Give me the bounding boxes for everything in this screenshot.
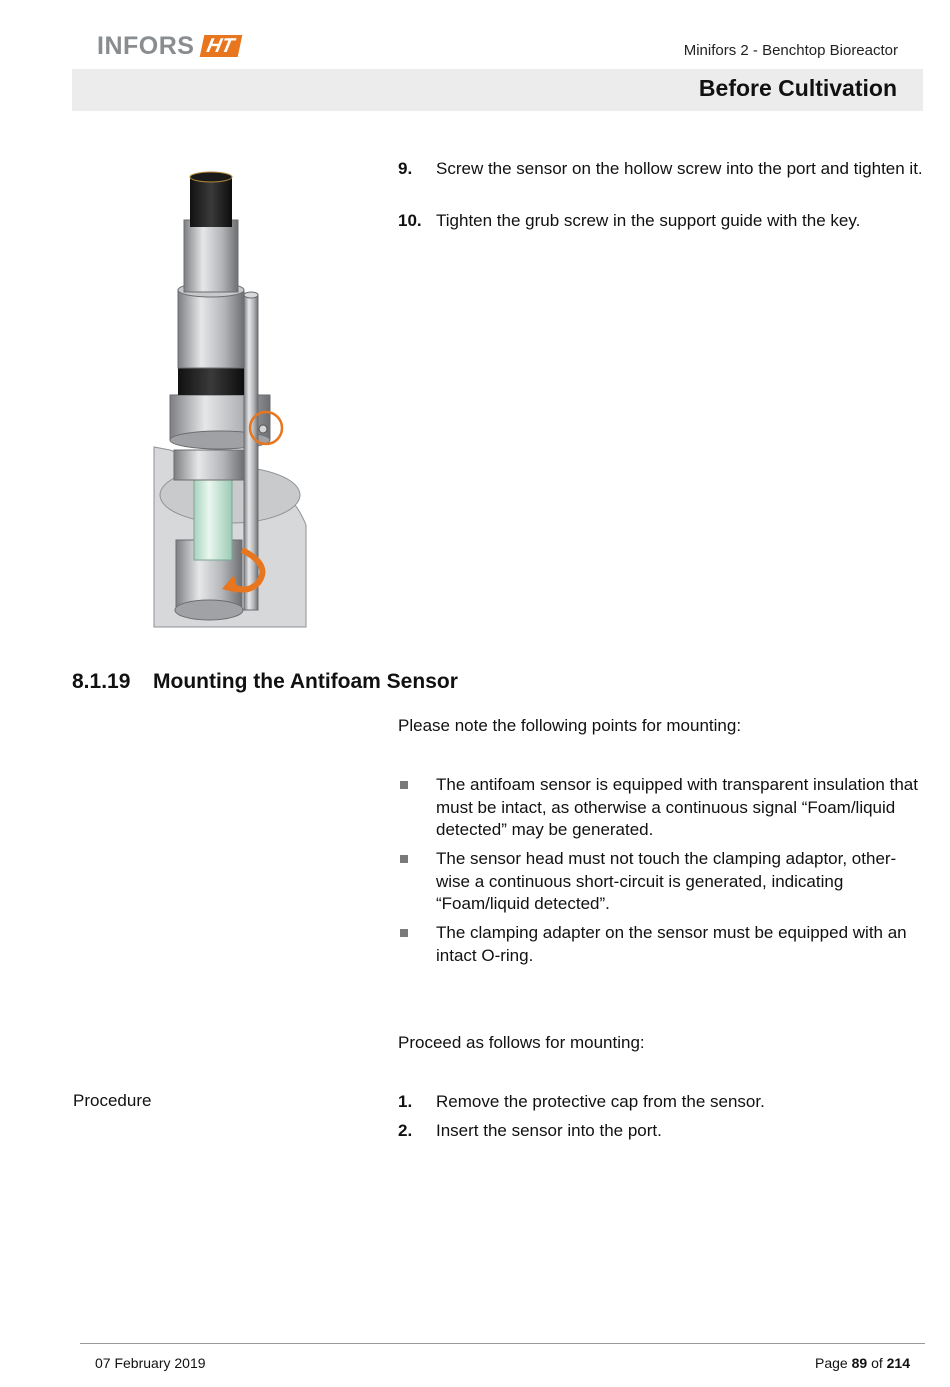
section-heading xyxy=(72,670,458,694)
page-total: 214 xyxy=(886,1355,910,1371)
logo-ht-mark: HT xyxy=(200,35,242,57)
step-text: Tighten the grub screw in the support guide with the key. xyxy=(436,211,861,230)
step-number: 2. xyxy=(398,1121,413,1140)
bullet-item xyxy=(398,848,918,916)
bullet-text: The sensor head must not touch the clamping adaptor, other-wise a continuous short-circuit is generated, indicating “Foam/liquid detected”. xyxy=(436,849,897,913)
document-title: Minifors 2 - Benchtop Bioreactor xyxy=(683,42,898,59)
step-2 xyxy=(398,1120,928,1143)
logo-wordmark: INFORS xyxy=(97,31,195,60)
bullet-square-icon xyxy=(398,848,436,916)
step-text: Remove the protective cap from the sensor. xyxy=(436,1092,765,1111)
step-10 xyxy=(398,210,928,233)
section-title: Mounting the Antifoam Sensor xyxy=(153,670,458,693)
page-prefix: Page xyxy=(815,1355,848,1371)
bullet-text: The antifoam sensor is equipped with transparent insulation that must be intact, as otherwise a continuous signal “Foam/liquid detected” may be generated. xyxy=(436,775,918,839)
bullet-text: The clamping adapter on the sensor must be equipped with an intact O-ring. xyxy=(436,923,907,965)
procedure-label: Procedure xyxy=(73,1091,152,1110)
step-number: 10. xyxy=(398,211,422,230)
page-current: 89 xyxy=(851,1355,868,1371)
section-number: 8.1.19 xyxy=(72,670,131,693)
footer-date: 07 February 2019 xyxy=(95,1355,206,1371)
sensor-mounting-illustration xyxy=(150,165,310,630)
page-of: of xyxy=(871,1355,883,1371)
page-number xyxy=(815,1355,910,1371)
step-number: 1. xyxy=(398,1092,413,1111)
step-9 xyxy=(398,158,928,181)
bullet-square-icon xyxy=(398,922,436,967)
proceed-text: Proceed as follows for mounting: xyxy=(398,1033,645,1052)
bullet-item xyxy=(398,922,918,967)
infors-logo xyxy=(97,32,240,60)
intro-text: Please note the following points for mounting: xyxy=(398,716,742,735)
step-text: Screw the sensor on the hollow screw into the port and tighten it. xyxy=(436,159,923,178)
chapter-title: Before Cultivation xyxy=(698,75,897,101)
bullet-item xyxy=(398,774,918,842)
step-1 xyxy=(398,1091,928,1114)
step-text: Insert the sensor into the port. xyxy=(436,1121,662,1140)
bullet-square-icon xyxy=(398,774,436,842)
step-number: 9. xyxy=(398,159,413,178)
footer-divider xyxy=(80,1343,925,1344)
